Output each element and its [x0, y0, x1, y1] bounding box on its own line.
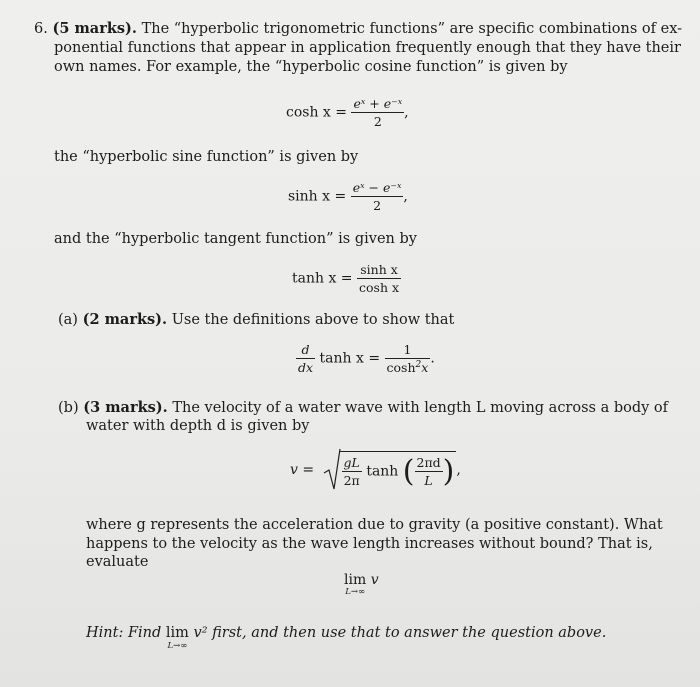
velocity-lhs: v =	[290, 462, 315, 478]
where-line-2: happens to the velocity as the wave length increases without bound? That is,	[86, 536, 653, 552]
sinh-numerator: eˣ − e⁻ˣ	[352, 180, 402, 195]
velocity-2pi: 2π	[343, 473, 360, 488]
hint-suffix: first, and then use that to answer the question above.	[212, 625, 607, 641]
where-line-3: evaluate	[86, 554, 149, 570]
part-a-text: Use the definitions above to show that	[171, 312, 455, 328]
sinh-fraction	[351, 180, 404, 213]
hint-limit	[166, 624, 189, 651]
part-b-label: (b)	[58, 400, 79, 416]
where-line-1: where g represents the acceleration due to gravity (a positive constant). What	[86, 517, 663, 533]
sinh-denominator: 2	[373, 198, 382, 213]
problem-marks: (5 marks).	[52, 20, 137, 37]
velocity-L: L	[424, 473, 433, 488]
tanh-intro: and the “hyperbolic tangent function” is given by	[54, 231, 417, 247]
sinh-lhs: sinh x =	[288, 188, 347, 205]
part-a-label: (a)	[58, 312, 78, 328]
hint-lim-sub: L→∞	[167, 641, 188, 651]
tanh-fraction	[357, 262, 401, 295]
derivative-den-sup: 2	[415, 360, 422, 370]
limit-word: lim	[344, 572, 367, 588]
sinh-equation: sinh x = $\frac{\text{eˣ − e⁻ˣ}}{2}$ ,	[288, 180, 408, 213]
limit-expression	[344, 572, 379, 597]
limit-variable: v	[370, 572, 379, 588]
velocity-equation: v = $\frac{gL}{2\pi}$ tanh ( $\frac{2\pi d}{L}$ ) ,	[290, 447, 461, 497]
tanh-equation	[292, 262, 401, 295]
part-b-line-1	[58, 399, 668, 417]
derivative-equation: $\frac{d}{dx}$ tanh x = $\frac{1}{\cosh^2x}$ .	[298, 342, 435, 376]
hint-lim-word: lim	[165, 625, 189, 641]
derivative-den-cosh: cosh	[386, 360, 416, 376]
hint-line	[86, 624, 606, 651]
derivative-fraction	[385, 342, 431, 375]
part-a-marks: (2 marks).	[82, 311, 168, 328]
part-b-text-1: The velocity of a water wave with length L moving across a body of	[172, 400, 669, 416]
velocity-gL: gL	[343, 455, 360, 470]
tanh-lhs: tanh x =	[292, 270, 353, 287]
velocity-tanh: tanh	[366, 463, 399, 480]
problem-number: 6.	[34, 21, 48, 37]
tanh-denominator: cosh x	[359, 280, 400, 295]
velocity-2pid: 2πd	[416, 455, 441, 470]
problem-heading	[34, 20, 682, 38]
part-b-marks: (3 marks).	[83, 399, 168, 416]
part-b-line-2: water with depth d is given by	[86, 418, 310, 434]
limit-operator	[344, 572, 366, 597]
derivative-operator	[296, 342, 315, 375]
cosh-equation: cosh x = $\frac{\text{eˣ + e⁻ˣ}}{2}$ ,	[286, 96, 409, 129]
derivative-numerator: 1	[403, 342, 412, 357]
derivative-dx: dx	[298, 360, 314, 376]
derivative-mid: tanh x =	[319, 350, 381, 367]
tanh-numerator: sinh x	[360, 262, 398, 277]
derivative-d: d	[301, 342, 310, 358]
part-a-line	[58, 311, 454, 329]
cosh-denominator: 2	[373, 114, 382, 129]
derivative-denominator	[385, 360, 431, 375]
derivative-den-var: x	[421, 360, 429, 376]
hint-expr: v²	[193, 625, 208, 641]
left-paren: (	[402, 454, 415, 489]
sinh-intro: the “hyperbolic sine function” is given by	[54, 149, 359, 165]
intro-line-3: own names. For example, the “hyperbolic cosine function” is given by	[54, 59, 568, 75]
limit-subscript: L→∞	[345, 587, 366, 597]
sqrt-radical	[323, 447, 341, 493]
sqrt-body	[340, 451, 457, 489]
cosh-lhs: cosh x =	[286, 104, 347, 121]
right-paren: )	[442, 454, 455, 489]
velocity-arg-fraction	[415, 455, 443, 488]
cosh-numerator: eˣ + e⁻ˣ	[353, 96, 403, 111]
intro-line-2: ponential functions that appear in application frequently enough that they have their	[54, 40, 681, 56]
cosh-fraction	[351, 96, 404, 129]
hint-prefix: Hint: Find	[86, 625, 162, 641]
velocity-gL-fraction	[342, 455, 362, 488]
intro-line-1: The “hyperbolic trigonometric functions” are specific combinations of ex-	[141, 21, 683, 37]
